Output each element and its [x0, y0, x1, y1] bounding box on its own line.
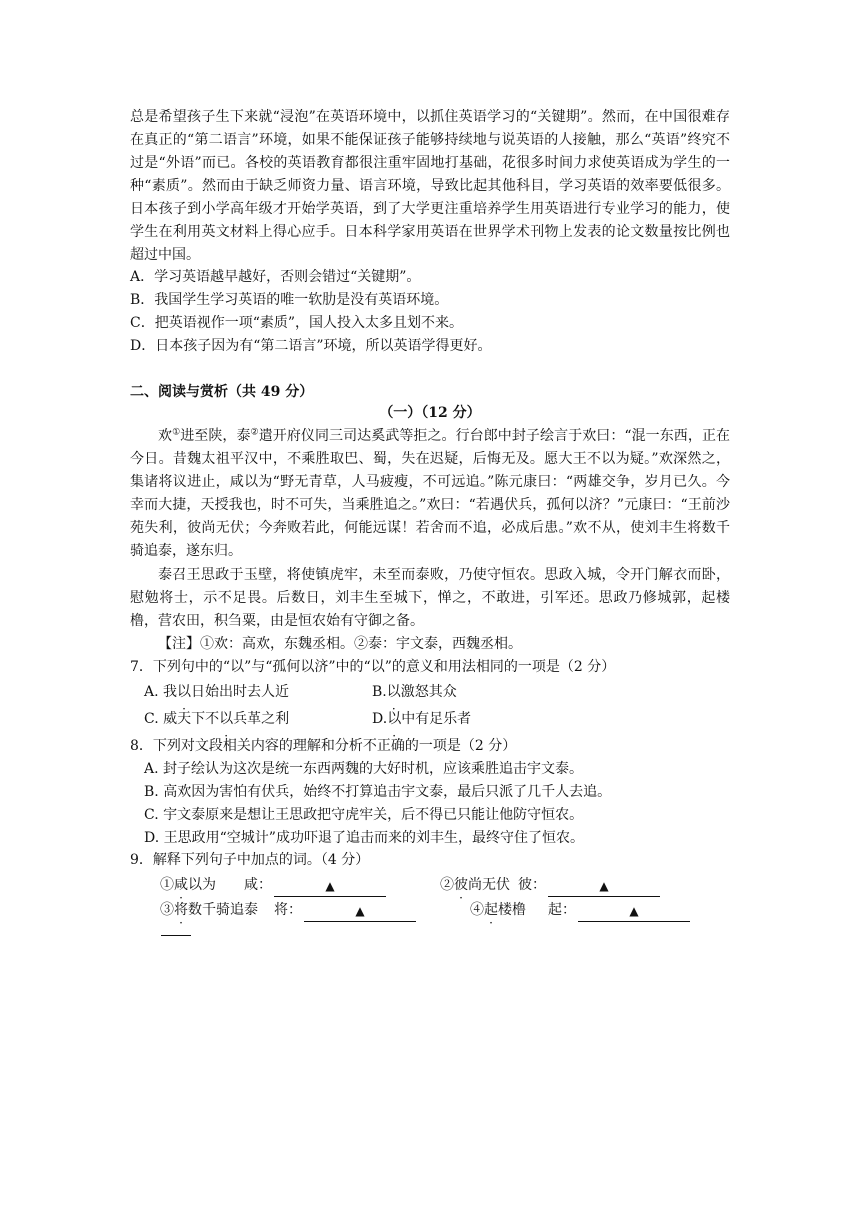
q8-option-a: A. 封子绘认为这次是统一东西两魏的大好时机，应该乘胜追击宇文泰。 [144, 761, 584, 777]
p1-text-b: 进至陕，泰 [180, 428, 251, 444]
subsection-title: （一）（12 分） [379, 405, 481, 421]
question-8 [130, 735, 730, 850]
p1-text-a: 欢 [158, 428, 173, 444]
option-b: B．我国学生学习英语的唯一软肋是没有英语环境。 [130, 292, 449, 308]
q8-option-c: C. 宇文泰原来是想让王思政把守虎牢关，后不得已只能让他防守恒农。 [144, 807, 584, 823]
answer-blank-2[interactable]: ▲ [548, 876, 660, 897]
q7-option-c: C. 威天下不以兵革之利 [144, 711, 290, 727]
footnote-ref-2: ② [250, 427, 259, 438]
trailing-underline [161, 935, 191, 936]
p1-text-c: 遣开府仪同三司达奚武等拒之。行台郎中封子绘言于欢曰：“混一东西，正在今日。昔魏太祖平汉中，不乘胜取巴、蜀，失在迟疑，后悔无及。愿大王不以为疑。”欢深然之，集诸将议进止，咸以为“野无青草，人马疲瘦，不可远追。”陈元康曰：“两雄交争，岁月已久。今幸而大捷，天授我也，时不可失，当乘胜追之。”欢曰：“若遇伏兵，孤何以济？”元康曰：“王前沙苑失利，彼尚无伏；今奔败若此，何能远谋！若舍而不追，必成后患。”欢不从，使刘丰生将数千骑追泰，遂东归。 [130, 428, 731, 559]
q9-item-2: ②彼尚无伏 彼： ▲ [440, 874, 660, 897]
passage-top-text: 总是希望孩子生下来就“浸泡”在英语环境中，以抓住英语学习的“关键期”。然而，在中国很难存在真正的“第二语言”环境，如果不能保证孩子能够持续地与说英语的人接触，那么“英语”终究不过是“外语”而已。各校的英语教育都很注重牢固地打基础，花很多时间力求使英语成为学生的一种“素质”。然而由于缺乏师资力量、语言环境，导致比起其他科目，学习英语的效率要低很多。日本孩子到小学高年级才开始学英语，到了大学更注重培养学生用英语进行专业学习的能力，使学生在利用英文材料上得心应手。日本科学家用英语在世界学术刊物上发表的论文数量按比例也超过中国。 [130, 109, 730, 263]
q9-row-1 [130, 872, 730, 897]
classical-paragraph-1 [130, 425, 730, 563]
q8-options [130, 758, 730, 850]
q7-options [130, 679, 730, 733]
classical-note: 【注】①欢：高欢，东魏丞相。②泰：宇文泰，西魏丞相。 [158, 636, 522, 652]
answer-blank-1[interactable]: ▲ [274, 876, 386, 897]
q7-option-d: D.以中有足乐者 [372, 711, 472, 727]
q8-option-d: D. 王思政用“空城计”成功吓退了追击而来的刘丰生，最终守住了恒农。 [144, 830, 584, 846]
q9-item-4: ④起楼橹 起： ▲ [470, 899, 690, 922]
passage-top [130, 106, 730, 267]
section-title: 二、阅读与赏析（共 49 分） [130, 384, 314, 400]
q9-item-1: ①咸以为 咸： ▲ [160, 874, 386, 897]
option-a: A．学习英语越早越好，否则会错过“关键期”。 [130, 269, 421, 285]
q8-stem: 8．下列对文段相关内容的理解和分析不正确的一项是（2 分） [130, 738, 517, 754]
answer-blank-3[interactable]: ▲ [304, 901, 416, 922]
question-9 [130, 849, 730, 922]
q7-option-a: A. 我以日始出时去人近 [144, 684, 290, 700]
option-c: C．把英语视作一项“素质”，国人投入太多且划不来。 [130, 315, 464, 331]
q9-row-2 [130, 897, 730, 922]
question-7 [130, 656, 730, 733]
q9-stem: 9．解释下列句子中加点的词。（4 分） [130, 852, 370, 868]
classical-paragraph-2: 泰召王思政于玉壁，将使镇虎牢，未至而泰败，乃使守恒农。思政入城，令开门解衣而卧，慰勉将士，示不足畏。后数日，刘丰生至城下，惮之，不敢进，引军还。思政乃修城郭，起楼橹，营农田，积刍粟，由是恒农始有守御之备。 [130, 567, 730, 629]
q7-option-b: B.以激怒其众 [372, 684, 457, 700]
q9-item-3: ③将数千骑追泰 将： ▲ [160, 899, 416, 922]
q8-option-b: B. 高欢因为害怕有伏兵，始终不打算追击宇文泰，最后只派了几千人去追。 [144, 784, 612, 800]
footnote-ref-1: ① [172, 427, 181, 438]
answer-blank-4[interactable]: ▲ [578, 901, 690, 922]
q7-stem: 7．下列句中的“以”与“孤何以济”中的“以”的意义和用法相同的一项是（2 分） [130, 659, 616, 675]
options-top [130, 266, 730, 358]
option-d: D．日本孩子因为有“第二语言”环境，所以英语学得更好。 [130, 338, 492, 354]
